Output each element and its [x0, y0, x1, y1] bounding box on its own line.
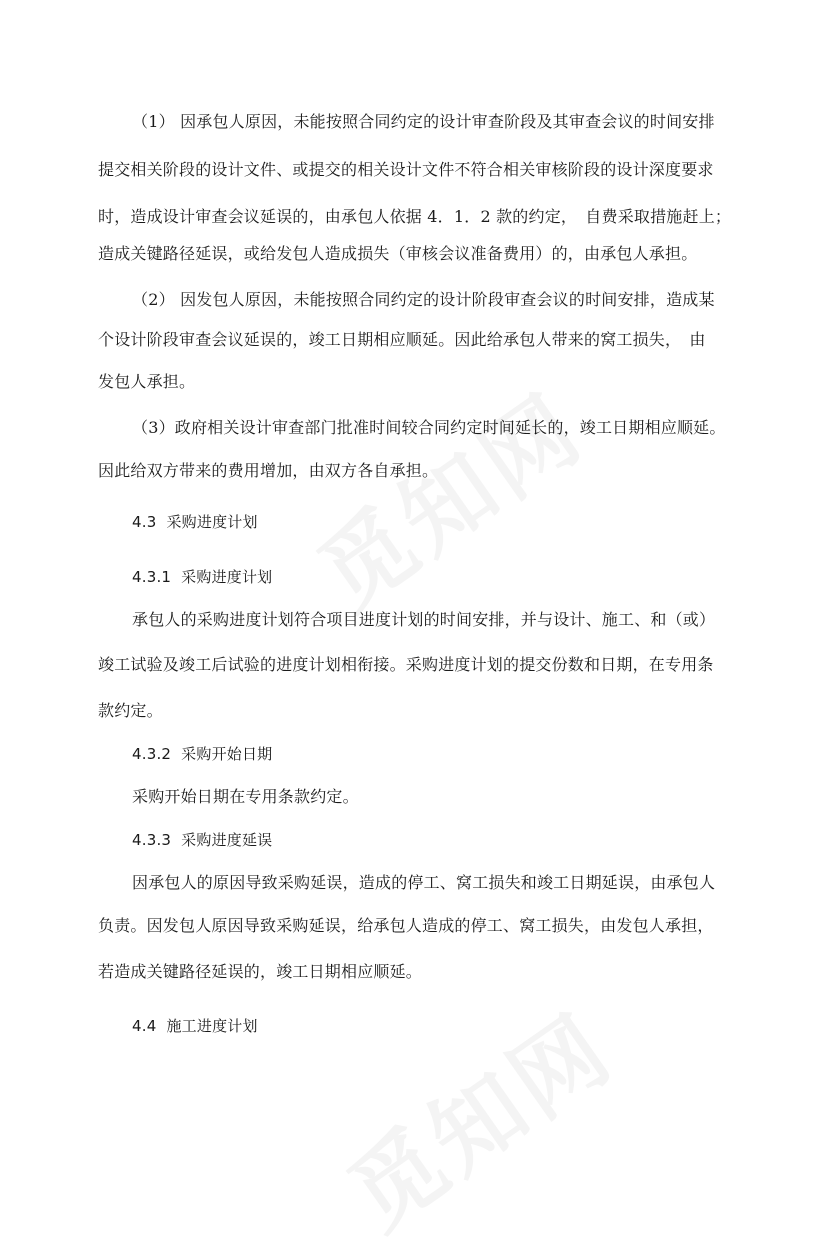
section-number: 4.3.1	[132, 568, 172, 586]
section-title: 采购进度计划	[181, 568, 273, 586]
watermark	[289, 358, 606, 635]
paragraph-2-line-3: 发包人承担。	[98, 372, 196, 391]
section-title: 采购进度延误	[181, 831, 273, 849]
paragraph-4-3-2-line-1: 采购开始日期在专用条款约定。	[132, 787, 359, 806]
paragraph-1-line-2: 提交相关阶段的设计文件、或提交的相关设计文件不符合相关审核阶段的设计深度要求	[98, 160, 714, 179]
section-title: 施工进度计划	[166, 1017, 258, 1035]
section-number: 4.3	[132, 513, 157, 531]
section-heading-4-3-2	[132, 744, 272, 764]
section-number: 4.3.2	[132, 745, 172, 763]
section-heading-4-3	[132, 512, 258, 532]
section-number: 4.4	[132, 1017, 157, 1035]
paragraph-1-line-4: 造成关键路径延误，或给发包人造成损失（审核会议准备费用）的，由承包人承担。	[98, 244, 698, 263]
paragraph-4-3-3-line-3: 若造成关键路径延误的，竣工日期相应顺延。	[98, 962, 423, 981]
paragraph-1-line-3: 时，造成设计审查会议延误的，由承包人依据 4．1．2 款的约定， 自费采取措施赶上；	[98, 207, 732, 226]
section-title: 采购进度计划	[166, 513, 258, 531]
paragraph-1-line-1: （1） 因承包人原因，未能按照合同约定的设计审查阶段及其审查会议的时间安排	[132, 112, 715, 131]
paragraph-4-3-1-line-3: 款约定。	[98, 701, 163, 720]
section-heading-4-4	[132, 1016, 258, 1036]
paragraph-4-3-3-line-2: 负责。因发包人原因导致采购延误，给承包人造成的停工、窝工损失，由发包人承担，	[98, 916, 714, 935]
paragraph-4-3-1-line-2: 竣工试验及竣工后试验的进度计划相衔接。采购进度计划的提交份数和日期，在专用条	[98, 655, 714, 674]
paragraph-4-3-1-line-1: 承包人的采购进度计划符合项目进度计划的时间安排，并与设计、施工、和（或）	[132, 610, 716, 629]
paragraph-3-line-1: （3）政府相关设计审查部门批准时间较合同约定时间延长的，竣工日期相应顺延。	[132, 418, 726, 437]
watermark	[319, 978, 636, 1254]
paragraph-3-line-2: 因此给双方带来的费用增加，由双方各自承担。	[98, 461, 439, 480]
paragraph-2-line-1: （2） 因发包人原因，未能按照合同约定的设计阶段审查会议的时间安排，造成某	[132, 290, 715, 309]
section-heading-4-3-3	[132, 830, 272, 850]
paragraph-2-line-2: 个设计阶段审查会议延误的，竣工日期相应顺延。因此给承包人带来的窝工损失， 由	[98, 330, 706, 349]
section-heading-4-3-1	[132, 567, 272, 587]
paragraph-4-3-3-line-1: 因承包人的原因导致采购延误，造成的停工、窝工损失和竣工日期延误，由承包人	[132, 873, 716, 892]
section-title: 采购开始日期	[181, 745, 273, 763]
section-number: 4.3.3	[132, 831, 172, 849]
